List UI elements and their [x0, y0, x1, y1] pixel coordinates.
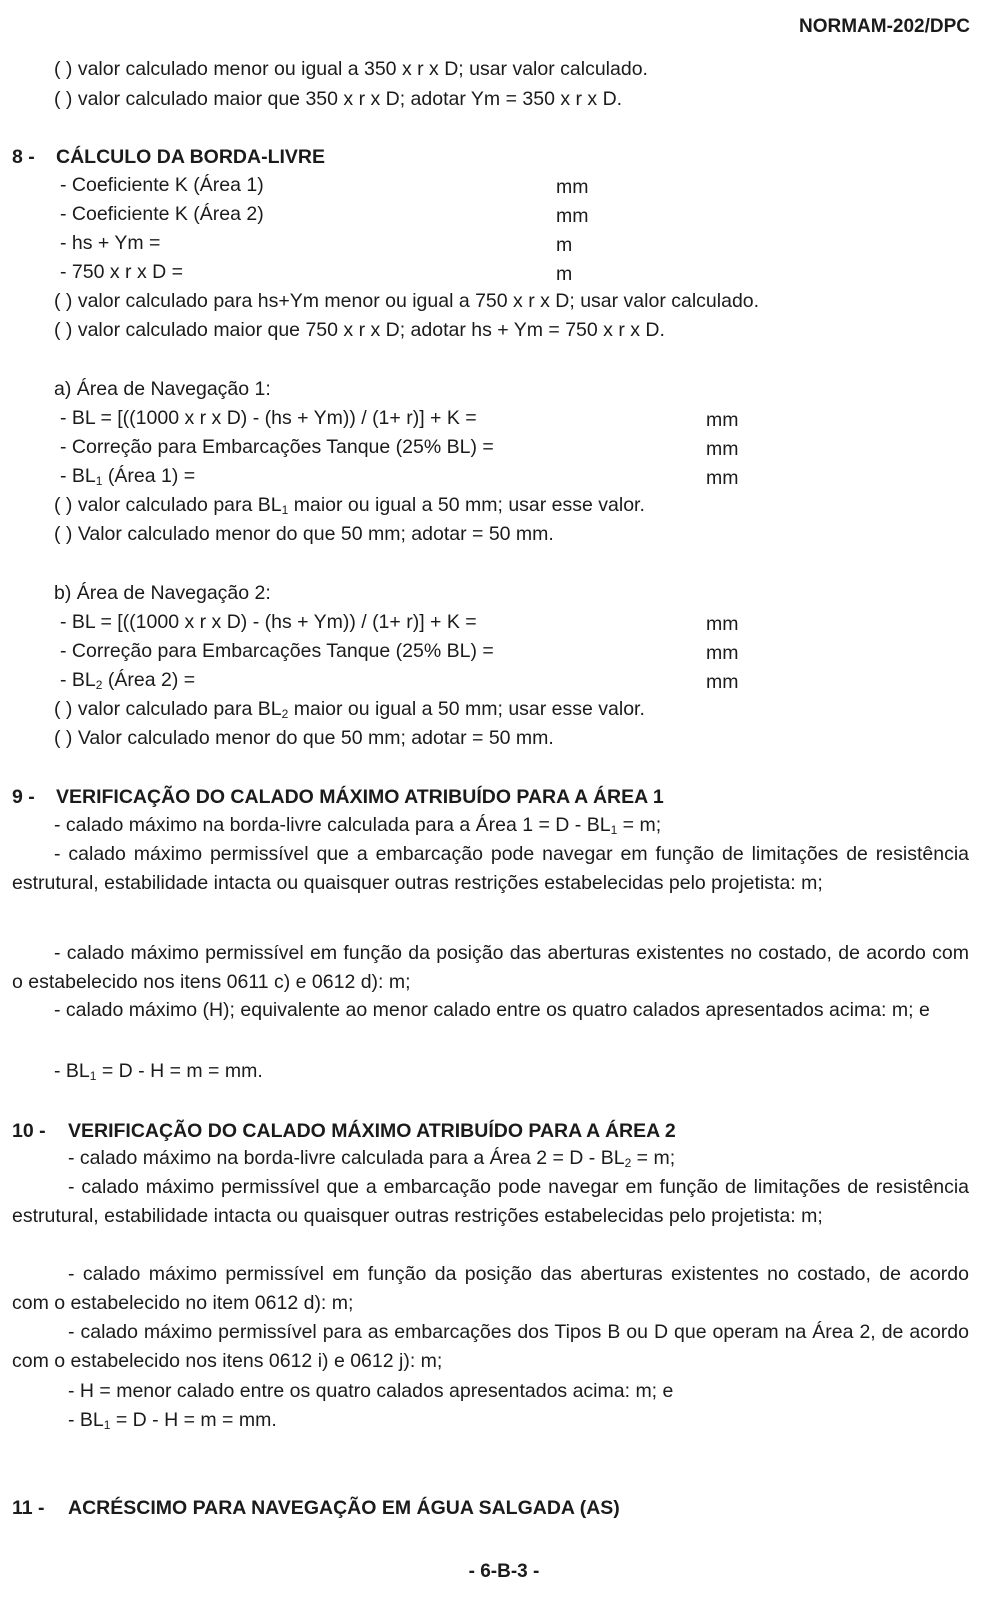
paragraph: - calado máximo (H); equivalente ao menor calado entre os quatro calados apresentados acima: m; e: [54, 999, 930, 1021]
section-number: 8 -: [12, 146, 35, 168]
section-number: 9 -: [12, 786, 35, 808]
section-title: VERIFICAÇÃO DO CALADO MÁXIMO ATRIBUÍDO PARA A ÁREA 1: [56, 786, 664, 808]
paragraph: - calado máximo permissível em função da posição das aberturas existentes no costado, de acordo com o estabelecido no item 0612 d): m;: [12, 1263, 969, 1314]
formula-line: - BL = [((1000 x r x D) - (hs + Ym)) / (1+ r)] + K =: [60, 611, 477, 633]
field-label: - Coeficiente K (Área 1): [60, 174, 264, 196]
section-title: VERIFICAÇÃO DO CALADO MÁXIMO ATRIBUÍDO PARA A ÁREA 2: [68, 1120, 676, 1142]
formula-line: - $BL_1$ (Área 1) =: [60, 465, 196, 488]
paragraph: - calado máximo permissível para as embarcações dos Tipos B ou D que operam na Área 2, de acordo com o estabelecido nos itens 0612 i) e 0612 j): m;: [12, 1321, 969, 1372]
paragraph: - calado máximo permissível em função da posição das aberturas existentes no costado, de acordo com o estabelecido nos itens 0611 c) e 0612 d): m;: [12, 942, 969, 993]
paragraph: - $BL_1 = D - H = m$ = mm.: [54, 1060, 263, 1083]
paragraph: - calado máximo permissível que a embarcação pode navegar em função de limitações de resistência estrutural, estabilidade intacta ou quaisquer outras restrições estabelecidas pelo projetista: m;: [12, 1176, 969, 1227]
field-unit: m: [556, 263, 573, 285]
subsection-title: a) Área de Navegação 1:: [54, 378, 271, 400]
section-9-heading: [12, 786, 664, 809]
field-unit: mm: [706, 671, 739, 693]
field-label: - 750 x r x D =: [60, 261, 183, 283]
paragraph: - H = menor calado entre os quatro calados apresentados acima: m; e: [68, 1380, 674, 1402]
field-unit: mm: [706, 409, 739, 431]
field-unit: m: [556, 234, 573, 256]
document-header: NORMAM-202/DPC: [798, 16, 970, 37]
paragraph: - calado máximo na borda-livre calculada para a Área $1 = D - BL_1 = m$;: [54, 814, 662, 837]
formula-line: - Correção para Embarcações Tanque (25% BL) =: [60, 436, 494, 458]
formula-line: - $BL_2$ (Área 2) =: [60, 669, 196, 692]
subsection-title: b) Área de Navegação 2:: [54, 582, 271, 604]
formula-line: - Correção para Embarcações Tanque (25% BL) =: [60, 640, 494, 662]
option-line: ( ) valor calculado para hs+Ym menor ou igual a 750 x r x D; usar valor calculado.: [54, 290, 760, 312]
section-title: ACRÉSCIMO PARA NAVEGAÇÃO EM ÁGUA SALGADA (AS): [68, 1497, 620, 1519]
option-line: ( ) valor calculado para $BL_2$ maior ou igual a 50 mm; usar esse valor.: [54, 698, 645, 721]
section-11-heading: [12, 1497, 620, 1520]
option-line: ( ) Valor calculado menor do que 50 mm; adotar = 50 mm.: [54, 727, 554, 749]
field-label: - hs + Ym =: [60, 232, 161, 254]
section-number: 10 -: [12, 1120, 46, 1142]
field-unit: mm: [556, 205, 589, 227]
section-title: CÁLCULO DA BORDA-LIVRE: [56, 146, 326, 168]
paragraph: - calado máximo na borda-livre calculada para a Área $2 = D - BL_2 = m$;: [68, 1147, 676, 1170]
formula-line: - BL = [((1000 x r x D) - (hs + Ym)) / (1+ r)] + K =: [60, 407, 477, 429]
field-unit: mm: [556, 176, 589, 198]
section-10-heading: [12, 1120, 676, 1143]
page-number: - 6-B-3 -: [468, 1561, 540, 1582]
section-number: 11 -: [12, 1497, 45, 1519]
field-unit: mm: [706, 438, 739, 460]
option-line: ( ) valor calculado maior que 350 x r x D; adotar Ym = 350 x r x D.: [54, 88, 623, 110]
option-line: ( ) Valor calculado menor do que 50 mm; adotar = 50 mm.: [54, 523, 554, 545]
field-unit: mm: [706, 613, 739, 635]
paragraph: - $BL_1 = D - H = m$ = mm.: [68, 1409, 277, 1432]
option-line: ( ) valor calculado para $BL_1$ maior ou igual a 50 mm; usar esse valor.: [54, 494, 645, 517]
field-unit: mm: [706, 467, 739, 489]
field-unit: mm: [706, 642, 739, 664]
paragraph: - calado máximo permissível que a embarcação pode navegar em função de limitações de resistência estrutural, estabilidade intacta ou quaisquer outras restrições estabelecidas pelo projetista: m;: [12, 843, 969, 894]
option-line: ( ) valor calculado menor ou igual a 350 x r x D; usar valor calculado.: [54, 58, 648, 80]
option-line: ( ) valor calculado maior que 750 x r x D; adotar hs + Ym = 750 x r x D.: [54, 319, 665, 341]
section-8-heading: [12, 146, 325, 169]
field-label: - Coeficiente K (Área 2): [60, 203, 264, 225]
